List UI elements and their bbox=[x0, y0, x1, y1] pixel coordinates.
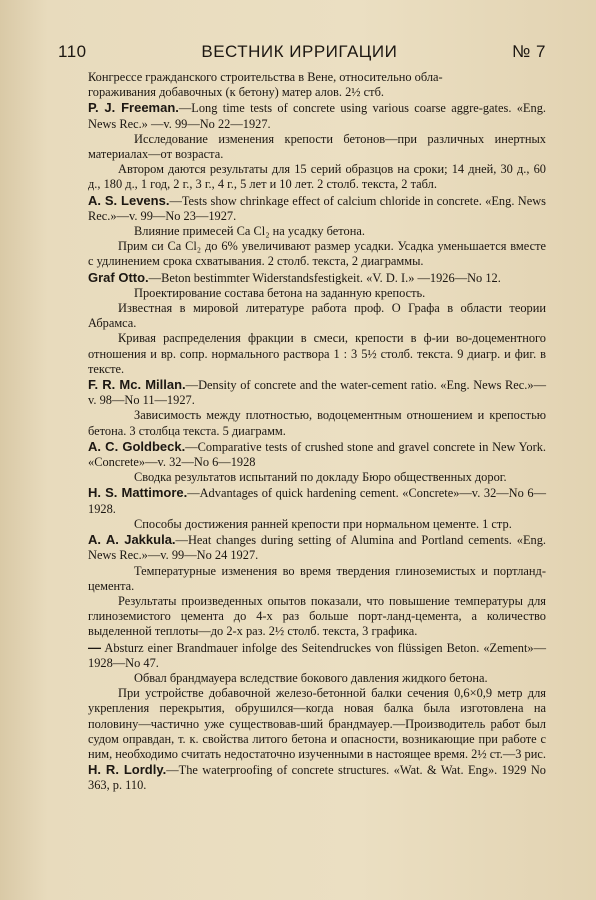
entry-author: Graf Otto. bbox=[88, 269, 149, 285]
entry-title: —Advantages of quick hardening cement. «Concrete»—v. 32—No 6—1928. bbox=[88, 486, 546, 516]
issue-number: № 7 bbox=[512, 42, 546, 61]
entry-title: —Comparative tests of crushed stone and gravel concrete in New York. «Concrete»—v. 32—No 6—1928 bbox=[88, 439, 546, 470]
entry-author: — bbox=[88, 639, 101, 655]
entry-citation bbox=[88, 640, 546, 671]
entry-annotation: Зависимость между плотностью, водоцементным отношением и крепостью бетона. 3 столбца текста. 5 диаграмм. bbox=[88, 408, 546, 438]
page-number: 110 bbox=[58, 42, 87, 61]
entry-title: —Beton bestimmter Widerstandsfestigkeit. «V. D. I.» —1926—No 12. bbox=[148, 270, 501, 285]
entry-annotation: Известная в мировой литературе работа проф. О Графа в области теории Абрамса. bbox=[88, 301, 546, 331]
entry-title: —Heat changes during setting of Alumina and Portland cements. «Eng. News Rec.»—v. 99—No 24 1927. bbox=[88, 533, 546, 563]
entry-annotation: Обвал брандмауера вследствие бокового давления жидкого бетона. bbox=[134, 670, 488, 685]
entry-citation bbox=[88, 439, 546, 470]
continuation-line: Конгрессе гражданского строительства в Вене, относительно обла- bbox=[88, 70, 443, 84]
entry-annotation: Проектирование состава бетона на заданную крепость. bbox=[134, 285, 426, 300]
entry-annotation: Влияние примесей Ca Cl₂ на усадку бетона. bbox=[134, 224, 365, 239]
continuation-line: гораживания добавочных (к бетону) матер алов. 2½ стб. bbox=[88, 85, 384, 100]
entry-citation bbox=[88, 762, 546, 793]
bibliography-entry bbox=[88, 439, 546, 486]
entry-title: —Long time tests of concrete using various coarse aggre-gates. «Eng. News Rec.» —v. 99—No 22—1927. bbox=[88, 101, 546, 131]
entry-annotation: Автором даются результаты для 15 серий образцов на сроки; 14 дней, 30 д., 60 д., 180 д., 1 год, 2 г., 3 г., 4 г., 5 лет и 10 лет. 2 столб. текста, 2 табл. bbox=[88, 162, 546, 192]
bibliography-entry bbox=[88, 193, 546, 270]
entry-annotation: Кривая распределения фракции в смеси, крепости в ф-ии во-доцементного отношения и вр. сопр. нормального раствора 1 : 3 5½ столб. текста. 9 диагр. и фиг. в тексте. bbox=[88, 331, 546, 376]
entry-annotation: Температурные изменения во время твердения глиноземистых и портланд-цемента. bbox=[88, 563, 546, 593]
bibliography-entry bbox=[88, 377, 546, 439]
entry-author: F. R. Mc. Millan. bbox=[88, 377, 186, 393]
entry-annotation: При устройстве добавочной железо-бетонной балки сечения 0,6×0,9 метр для укрепления перекрытия, обрушился—когда новая балка была изготовлена на половину—частично уже существовав-ший брандмауер.—Производитель работ был судом оправдан, т. к. свойства литого бетона и опасности, возникающие при работе с ним, необходимо считать недостаточно изученными в настоящее время. 2½ ст.—3 рис. bbox=[88, 686, 546, 761]
bibliography-list bbox=[88, 70, 546, 794]
entry-author: A. C. Goldbeck. bbox=[88, 438, 186, 454]
entry-citation bbox=[88, 377, 546, 408]
bibliography-entry bbox=[88, 270, 546, 377]
entry-author: A. S. Levens. bbox=[88, 192, 170, 208]
entry-citation bbox=[88, 270, 546, 286]
bibliography-entry bbox=[88, 762, 546, 793]
entry-annotation: Прим си Ca Cl₂ до 6% увеличивают размер усадки. Усадка уменьшается вместе с удлинением срока схватывания. 2 столб. текста, 2 диаграммы. bbox=[88, 239, 546, 269]
bibliography-entry bbox=[88, 100, 546, 192]
entry-author: A. A. Jakkula. bbox=[88, 532, 176, 548]
entry-author: H. R. Lordly. bbox=[88, 762, 167, 778]
bibliography-entry bbox=[88, 70, 546, 100]
entry-title: —Tests show chrinkage effect of calcium chloride in concrete. «Eng. News Rec.»—v. 99—No 23—1927. bbox=[88, 193, 547, 223]
entry-author: H. S. Mattimore. bbox=[88, 485, 188, 501]
bibliography-entry bbox=[88, 640, 546, 763]
entry-annotation: Способы достижения ранней крепости при нормальном цементе. 1 стр. bbox=[134, 516, 512, 531]
page-header bbox=[58, 42, 546, 62]
entry-citation bbox=[88, 100, 546, 131]
bibliography-entry bbox=[88, 532, 546, 639]
entry-annotation: Результаты произведенных опытов показали, что повышение температуры для глиноземистого цемента до 4-х раз больше порт-ланд-цемента, а количество выделенной теплоты—до 2-х раз. 2½ столб. текста, 3 графика. bbox=[88, 593, 546, 639]
entry-annotation: Исследование изменения крепости бетонов—при различных инертных материалах—от возраста. bbox=[88, 131, 546, 162]
entry-author: P. J. Freeman. bbox=[88, 100, 179, 116]
entry-title: Absturz einer Brandmauer infolge des Seitendruckes von flüssigen Beton. «Zement»—1928—No 47. bbox=[88, 640, 546, 670]
bibliography-entry bbox=[88, 485, 546, 532]
entry-citation bbox=[88, 485, 546, 516]
journal-title: ВЕСТНИК ИРРИГАЦИИ bbox=[201, 42, 398, 61]
entry-title: —Density of concrete and the water-cement ratio. «Eng. News Rec.»—v. 98—No 11—1927. bbox=[88, 378, 546, 408]
entry-citation bbox=[88, 532, 546, 563]
entry-annotation: Сводка результатов испытаний по докладу Бюро общественных дорог. bbox=[134, 470, 507, 485]
entry-title: —The waterproofing of concrete structures. «Wat. & Wat. Eng». 1929 No 363, p. 110. bbox=[88, 763, 546, 793]
entry-citation bbox=[88, 193, 546, 224]
